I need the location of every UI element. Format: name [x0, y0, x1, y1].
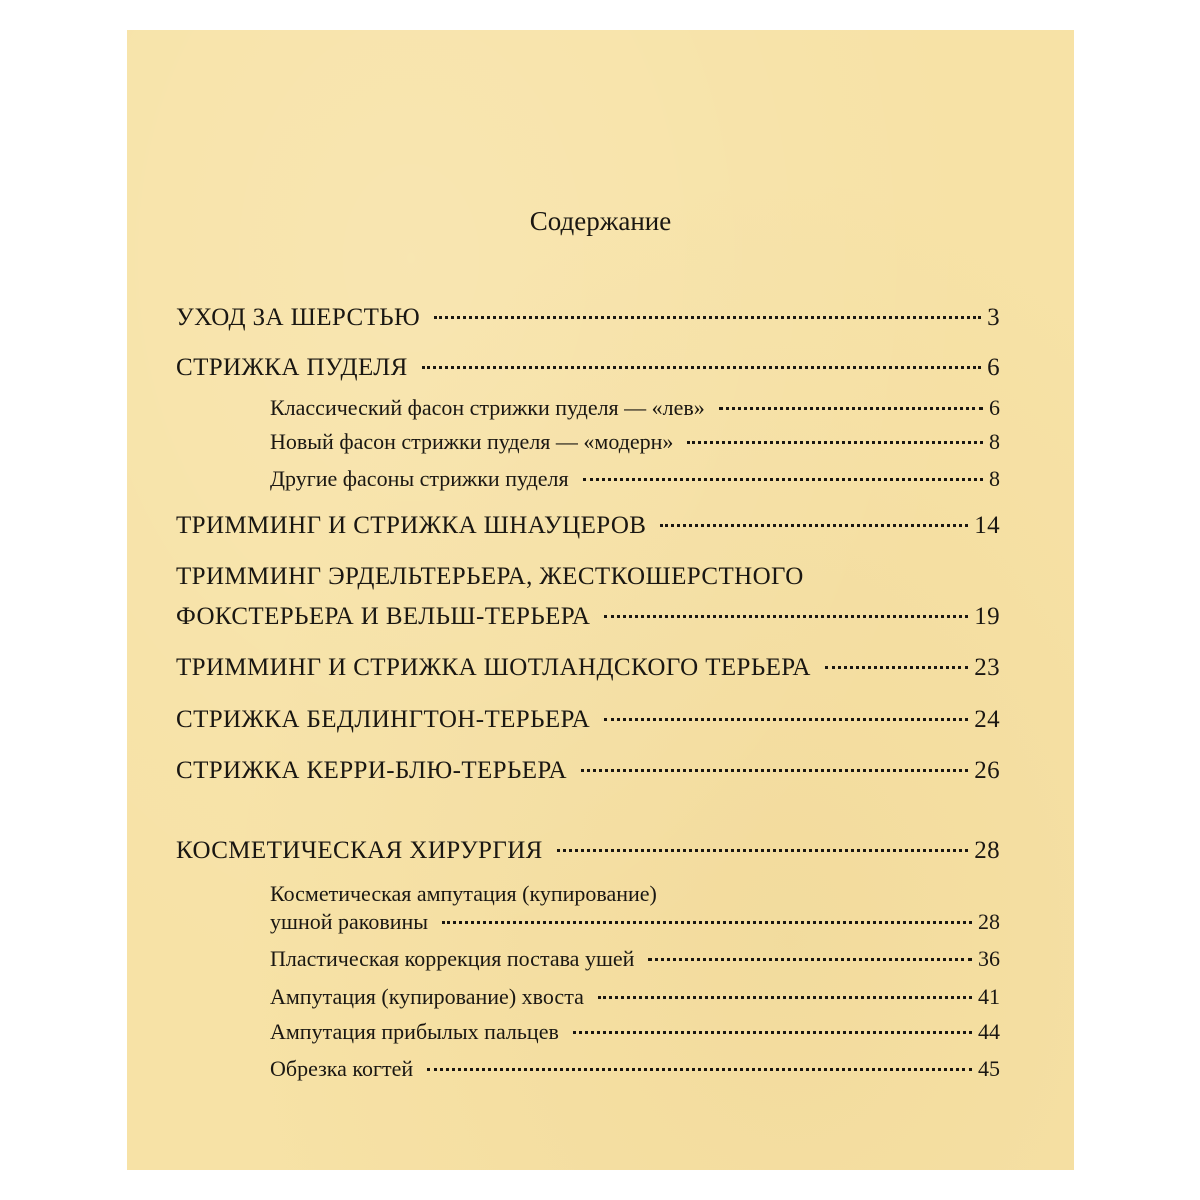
dot-leader: [660, 524, 968, 527]
toc-entry-label: Пластическая коррекция постава ушей: [270, 946, 635, 971]
book-page: [127, 30, 1074, 1170]
toc-entry-cosmetic-surgery[interactable]: [176, 835, 1000, 867]
toc-page-number: 3: [987, 304, 1000, 331]
toc-entry-label: Ампутация (купирование) хвоста: [270, 984, 584, 1009]
toc-entry-label: Обрезка когтей: [270, 1056, 414, 1081]
toc-page-number: 8: [989, 466, 1000, 491]
toc-subentry-dewclaws[interactable]: [270, 1018, 1000, 1046]
toc-page-number: 6: [987, 354, 1000, 381]
toc-entry-label: СТРИЖКА БЕДЛИНГТОН-ТЕРЬЕРА: [176, 706, 591, 733]
toc-subentry-poodle-lion[interactable]: [270, 394, 1000, 422]
dot-leader: [422, 366, 981, 369]
toc-entry-schnauzer[interactable]: [176, 510, 1000, 542]
toc-entry-label: Ампутация прибылых пальцев: [270, 1019, 559, 1044]
dot-leader: [719, 407, 983, 410]
toc-subentry-poodle-other[interactable]: [270, 465, 1000, 493]
toc-entry-bedlington[interactable]: [176, 704, 1000, 736]
page-title: Содержание: [529, 206, 672, 236]
dot-leader: [687, 441, 983, 444]
toc-page-number: 28: [978, 909, 1000, 934]
toc-entry-label: Новый фасон стрижки пуделя — «модерн»: [270, 429, 674, 454]
dot-leader: [442, 921, 972, 924]
toc-entry-poodle-grooming[interactable]: [176, 352, 1000, 384]
toc-page-number: 45: [978, 1056, 1000, 1081]
toc-entry-label: Другие фасоны стрижки пуделя: [270, 466, 569, 491]
dot-leader: [583, 478, 983, 481]
toc-page-number: 23: [974, 654, 1000, 681]
dot-leader: [825, 666, 968, 669]
toc-subentry-ear-correction[interactable]: [270, 945, 1000, 973]
toc-subentry-tail-docking[interactable]: [270, 983, 1000, 1011]
toc-entry-airedale-line1[interactable]: ТРИММИНГ ЭРДЕЛЬТЕРЬЕРА, ЖЕСТКОШЕРСТНОГО: [176, 563, 804, 590]
toc-entry-label: СТРИЖКА КЕРРИ-БЛЮ-ТЕРЬЕРА: [176, 757, 567, 784]
toc-entry-scottish-terrier[interactable]: [176, 652, 1000, 684]
toc-entry-kerry-blue[interactable]: [176, 755, 1000, 787]
toc-entry-label: ФОКСТЕРЬЕРА И ВЕЛЬШ-ТЕРЬЕРА: [176, 603, 591, 630]
toc-entry-label: ушной раковины: [270, 909, 429, 934]
dot-leader: [557, 849, 968, 852]
toc-subentry-ear-cropping-line1[interactable]: Косметическая ампутация (купирование): [270, 881, 657, 906]
toc-page-number: 44: [978, 1019, 1000, 1044]
toc-entry-coat-care[interactable]: [176, 302, 1000, 334]
toc-page-number: 41: [978, 984, 1000, 1009]
toc-page-number: 28: [974, 837, 1000, 864]
toc-entry-label: ТРИММИНГ И СТРИЖКА ШОТЛАНДСКОГО ТЕРЬЕРА: [176, 654, 811, 681]
toc-entry-label: ТРИММИНГ И СТРИЖКА ШНАУЦЕРОВ: [176, 512, 647, 539]
toc-page-number: 8: [989, 429, 1000, 454]
dot-leader: [581, 769, 968, 772]
toc-page-number: 24: [974, 706, 1000, 733]
table-of-contents: [127, 30, 1074, 1170]
toc-page-number: 19: [974, 603, 1000, 630]
toc-page-number: 26: [974, 757, 1000, 784]
toc-entry-label: Классический фасон стрижки пуделя — «лев»: [270, 395, 705, 420]
toc-subentry-nail-trimming[interactable]: [270, 1055, 1000, 1083]
toc-page-number: 6: [989, 395, 1000, 420]
toc-page-number: 36: [978, 946, 1000, 971]
toc-entry-label: СТРИЖКА ПУДЕЛЯ: [176, 354, 408, 381]
dot-leader: [604, 718, 968, 721]
toc-entry-label: КОСМЕТИЧЕСКАЯ ХИРУРГИЯ: [176, 837, 543, 864]
dot-leader: [604, 615, 968, 618]
toc-entry-airedale[interactable]: [176, 601, 1000, 633]
toc-entry-label: УХОД ЗА ШЕРСТЬЮ: [176, 304, 421, 331]
toc-subentry-poodle-modern[interactable]: [270, 428, 1000, 456]
dot-leader: [648, 958, 972, 961]
dot-leader: [598, 996, 972, 999]
dot-leader: [573, 1031, 972, 1034]
toc-subentry-ear-cropping[interactable]: [270, 908, 1000, 936]
dot-leader: [434, 316, 981, 319]
toc-page-number: 14: [974, 512, 1000, 539]
dot-leader: [427, 1068, 972, 1071]
